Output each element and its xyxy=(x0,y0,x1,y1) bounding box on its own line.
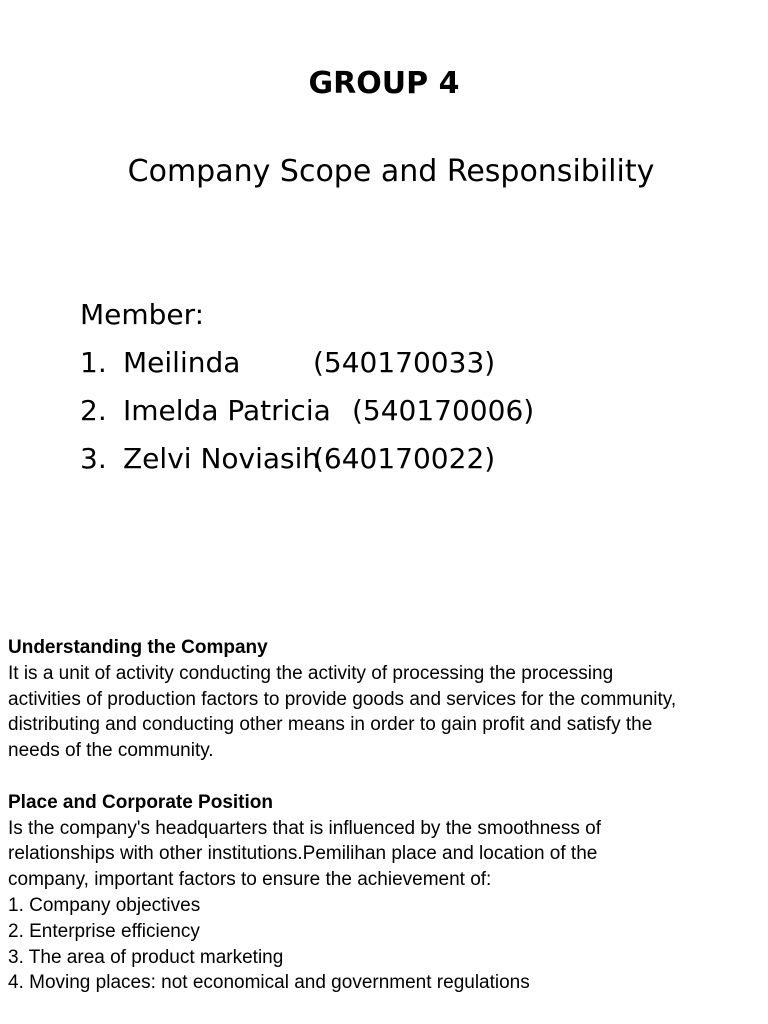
section-line: relationships with other institutions.Pemilihan place and location of the xyxy=(8,843,598,865)
section-heading: Place and Corporate Position xyxy=(8,791,273,813)
section-line: 4. Moving places: not economical and government regulations xyxy=(8,972,530,994)
slide-subtitle: Company Scope and Responsibility xyxy=(127,154,655,189)
section-line: company, important factors to ensure the achievement of: xyxy=(8,869,492,891)
member-name: Imelda Patricia xyxy=(123,394,331,427)
member-id: (540170033) xyxy=(313,346,496,379)
member-number: 2. xyxy=(80,394,107,427)
section-line: needs of the community. xyxy=(8,740,214,762)
member-name: Meilinda xyxy=(123,346,241,379)
section-line: 2. Enterprise efficiency xyxy=(8,920,200,942)
section-heading: Understanding the Company xyxy=(8,637,268,658)
member-id: (640170022) xyxy=(313,442,496,475)
paragraph-gap xyxy=(8,764,763,790)
section-line: distributing and conducting other means in order to gain profit and satisfy the xyxy=(8,714,653,736)
member-id: (540170006) xyxy=(352,394,535,427)
slide-title: GROUP 4 xyxy=(308,66,460,101)
section-line: Is the company's headquarters that is influenced by the smoothness of xyxy=(8,817,601,839)
section-line: activities of production factors to provide goods and services for the community, xyxy=(8,688,677,710)
section-line: 3. The area of product marketing xyxy=(8,946,284,968)
section-line: It is a unit of activity conducting the activity of processing the processing xyxy=(8,662,614,684)
members-heading: Member: xyxy=(80,298,205,331)
member-number: 1. xyxy=(80,346,107,379)
section-line: 1. Company objectives xyxy=(8,894,201,916)
document-body xyxy=(8,635,763,996)
member-number: 3. xyxy=(80,442,107,475)
member-name: Zelvi Noviasih xyxy=(123,442,321,475)
